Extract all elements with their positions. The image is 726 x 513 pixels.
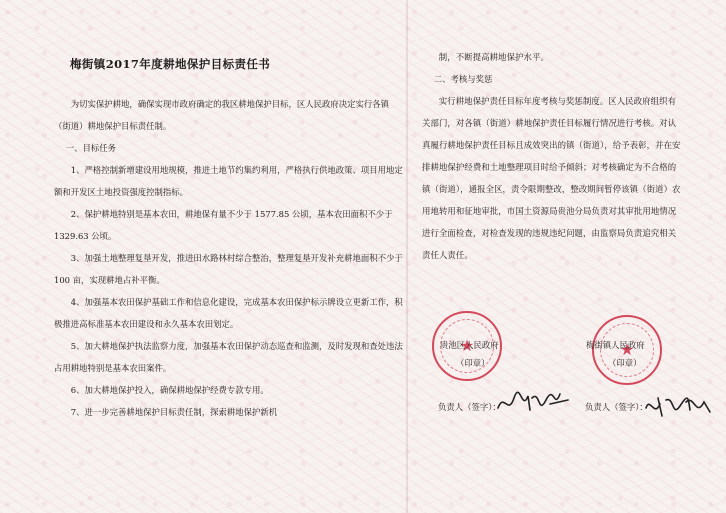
goal-item-4: 4、加强基本农田保护基础工作和信息化建设，完成基本农田保护标示牌设立更新工作，积极推进高标准基本农田建设和永久基本农田划定。: [54, 297, 403, 329]
section-heading-goals: 一、目标任务: [65, 143, 116, 153]
town-signature-label: 负责人（签字）：: [585, 402, 648, 412]
page-fold: [406, 0, 408, 513]
section-heading-assessment: 二、考核与奖惩: [433, 74, 493, 84]
town-signature: [642, 390, 714, 422]
right-column: [422, 46, 684, 266]
district-signature: [494, 386, 572, 418]
district-signature-label: 负责人（签字）：: [438, 402, 501, 412]
document-title: 梅街镇2017年度耕地保护目标责任书: [70, 57, 271, 71]
intro-paragraph: 为切实保护耕地，确保实现市政府确定的我区耕地保护目标，区人民政府决定实行各镇（街道）耕地保护目标责任制。: [54, 99, 390, 131]
town-government-name: 梅街镇人民政府: [586, 340, 645, 350]
goal-item-5: 5、加大耕地保护执法监察力度，加强基本农田保护动态巡查和监测，及时发现和查处违法占用耕地特别是基本农田案件。: [54, 341, 403, 373]
goal-item-7-continued: 制，不断提高耕地保护水平。: [438, 52, 549, 62]
goal-item-1: 1、严格控制新增建设用地规模，推进土地节约集约利用，严格执行供地政策、项目用地定额和开发区土地投资强度控制指标。: [54, 165, 403, 197]
goal-item-3: 3、加强土地整理复垦开发，推进田水路林村综合整治，整理复垦开发补充耕地面积不少于 100 亩，实现耕地占补平衡。: [54, 253, 403, 285]
town-stamp-note: （印章）: [608, 358, 642, 368]
left-column: [54, 93, 404, 423]
goal-item-7: 7、进一步完善耕地保护目标责任制，探索耕地保护新机: [70, 407, 278, 417]
district-government-name: 贵池区人民政府: [440, 340, 499, 350]
district-stamp-note: （印章）: [456, 358, 490, 368]
assessment-paragraph: 实行耕地保护责任目标年度考核与奖惩制度。区人民政府组织有关部门，对各镇（街道）耕地保护责任目标履行情况进行考核。对认真履行耕地保护责任目标且成效突出的镇（街道），给予表彰，并在安排耕地保护经费和土地整理项目时给予倾斜；对考核确定为不合格的镇（街道），通报全区，责令限期整改，整改期间暂停该镇（街道）农用地转用和征地审批，市国土资源局贵池分局负责对其审批用地情况进行全面检查，对检查发现的违规违纪问题，由监察局负责追究相关责任人责任。: [422, 96, 681, 260]
goal-item-2: 2、保护耕地特别是基本农田，耕地保有量不少于 1577.85 公顷，基本农田面积不少于 1329.63 公顷。: [54, 209, 393, 241]
goal-item-6: 6、加大耕地保护投入，确保耕地保护经费专款专用。: [70, 385, 269, 395]
